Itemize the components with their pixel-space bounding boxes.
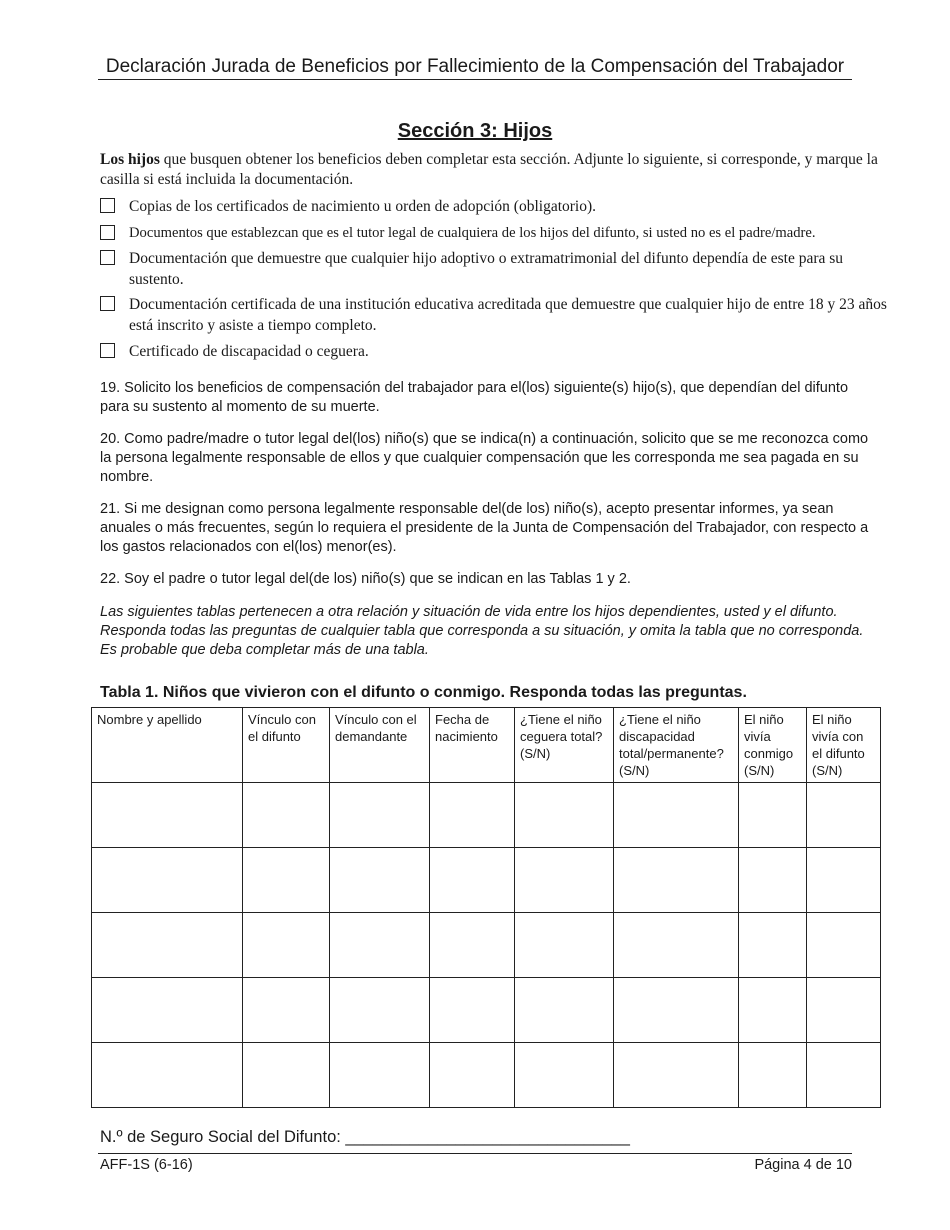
- table-cell[interactable]: [430, 978, 515, 1043]
- checkbox[interactable]: [100, 250, 115, 265]
- header-divider: [98, 79, 852, 80]
- table-cell[interactable]: [807, 848, 881, 913]
- checklist-label: Documentos que establezcan que es el tutor legal de cualquiera de los hijos del difunto, si usted no es el padre/madre.: [129, 225, 816, 241]
- table-row: [92, 913, 881, 978]
- table-cell[interactable]: [614, 913, 739, 978]
- table-cell[interactable]: [739, 783, 807, 848]
- table-row: [92, 978, 881, 1043]
- table-cell[interactable]: [430, 913, 515, 978]
- table-cell[interactable]: [515, 783, 614, 848]
- table-row: [92, 783, 881, 848]
- checkbox[interactable]: [100, 343, 115, 358]
- table-cell[interactable]: [614, 978, 739, 1043]
- column-header: ¿Tiene el niño ceguera total? (S/N): [515, 708, 614, 783]
- checkbox[interactable]: [100, 296, 115, 311]
- checklist-label: Copias de los certificados de nacimiento u orden de adopción (obligatorio).: [129, 198, 597, 215]
- deceased-ssn-field[interactable]: N.º de Seguro Social del Difunto: _______________________________: [100, 1128, 630, 1146]
- statement-20: 20. Como padre/madre o tutor legal del(los) niño(s) que se indica(n) a continuación, solicito que se me reconozca como la persona legalmente responsable de ellos y que cualquier compensación que les corresponda me sea pagada en su nombre.: [100, 431, 869, 485]
- page-header-title: Declaración Jurada de Beneficios por Fallecimiento de la Compensación del Trabajador: [105, 56, 845, 77]
- checklist-item-legal-guardian: [100, 223, 816, 244]
- table-cell[interactable]: [92, 848, 243, 913]
- table-1-children: [91, 707, 881, 1108]
- table-cell[interactable]: [330, 848, 430, 913]
- intro-paragraph: [100, 150, 890, 190]
- table-cell[interactable]: [243, 978, 330, 1043]
- table-header-row: [92, 708, 881, 783]
- table-cell[interactable]: [515, 913, 614, 978]
- table-cell[interactable]: [92, 913, 243, 978]
- column-header: Vínculo con el difunto: [243, 708, 330, 783]
- table-cell[interactable]: [807, 978, 881, 1043]
- column-header: ¿Tiene el niño discapacidad total/permanente? (S/N): [614, 708, 739, 783]
- table-cell[interactable]: [330, 913, 430, 978]
- table-cell[interactable]: [614, 848, 739, 913]
- column-header: El niño vivía con el difunto (S/N): [807, 708, 881, 783]
- table-cell[interactable]: [739, 978, 807, 1043]
- checklist-item-dependency-proof: [100, 248, 890, 290]
- table-cell[interactable]: [739, 848, 807, 913]
- checkbox[interactable]: [100, 198, 115, 213]
- table-cell[interactable]: [243, 913, 330, 978]
- checklist-item-birth-certificates: [100, 196, 596, 217]
- table-cell[interactable]: [430, 848, 515, 913]
- checklist-label: Documentación certificada de una institución educativa acreditada que demuestre que cualquier hijo de entre 18 y 23 años está inscrito y asiste a tiempo completo.: [129, 296, 887, 334]
- intro-text: que busquen obtener los beneficios deben completar esta sección. Adjunte lo siguiente, si corresponde, y marque la casilla si está incluida la documentación.: [100, 151, 878, 188]
- table-cell[interactable]: [330, 978, 430, 1043]
- column-header: Nombre y apellido: [92, 708, 243, 783]
- statement-22: 22. Soy el padre o tutor legal del(de los) niño(s) que se indican en las Tablas 1 y 2.: [100, 571, 631, 587]
- checkbox[interactable]: [100, 225, 115, 240]
- statement-19: 19. Solicito los beneficios de compensación del trabajador para el(los) siguiente(s) hijo(s), que dependían del difunto para su sustento al momento de su muerte.: [100, 380, 849, 415]
- table-instructions: Las siguientes tablas pertenecen a otra relación y situación de vida entre los hijos dependientes, usted y el difunto. Responda todas las preguntas de cualquier tabla que corresponda a su situación, y omita la tabla que no corresponda. Es probable que deba completar más de una tabla.: [100, 604, 864, 658]
- column-header: El niño vivía conmigo (S/N): [739, 708, 807, 783]
- table-cell[interactable]: [739, 913, 807, 978]
- table-cell[interactable]: [243, 1043, 330, 1108]
- column-header: Vínculo con el demandante: [330, 708, 430, 783]
- statement-21: 21. Si me designan como persona legalmente responsable del(de los) niño(s), acepto presentar informes, ya sean anuales o más frecuentes, según lo requiera el presidente de la Junta de Compensación del Trabajador, con respecto a los gastos relacionados con el(los) menor(es).: [100, 501, 869, 555]
- table-cell[interactable]: [614, 783, 739, 848]
- table-cell[interactable]: [807, 783, 881, 848]
- footer-divider: [98, 1153, 852, 1154]
- table-cell[interactable]: [739, 1043, 807, 1108]
- checklist-label: Documentación que demuestre que cualquier hijo adoptivo o extramatrimonial del difunto dependía de este para su sustento.: [129, 250, 844, 288]
- checklist-label: Certificado de discapacidad o ceguera.: [129, 343, 369, 360]
- table-cell[interactable]: [515, 1043, 614, 1108]
- table-cell[interactable]: [243, 848, 330, 913]
- column-header: Fecha de nacimiento: [430, 708, 515, 783]
- table-cell[interactable]: [92, 1043, 243, 1108]
- intro-bold: Los hijos: [100, 151, 160, 168]
- table-cell[interactable]: [430, 1043, 515, 1108]
- table-row: [92, 848, 881, 913]
- table-cell[interactable]: [515, 848, 614, 913]
- table-cell[interactable]: [614, 1043, 739, 1108]
- checklist-item-disability-certificate: [100, 341, 369, 362]
- table-cell[interactable]: [807, 913, 881, 978]
- page-number: Página 4 de 10: [754, 1157, 852, 1173]
- table-cell[interactable]: [515, 978, 614, 1043]
- table-cell[interactable]: [330, 783, 430, 848]
- table-cell[interactable]: [92, 978, 243, 1043]
- table-cell[interactable]: [243, 783, 330, 848]
- form-id: AFF-1S (6-16): [100, 1157, 193, 1173]
- checklist-item-school-enrollment: [100, 294, 890, 336]
- table-cell[interactable]: [92, 783, 243, 848]
- table-cell[interactable]: [807, 1043, 881, 1108]
- section-title: Sección 3: Hijos: [397, 120, 553, 142]
- table-row: [92, 1043, 881, 1108]
- table-cell[interactable]: [330, 1043, 430, 1108]
- table-1-title: Tabla 1. Niños que vivieron con el difunto o conmigo. Responda todas las preguntas.: [100, 684, 747, 701]
- table-cell[interactable]: [430, 783, 515, 848]
